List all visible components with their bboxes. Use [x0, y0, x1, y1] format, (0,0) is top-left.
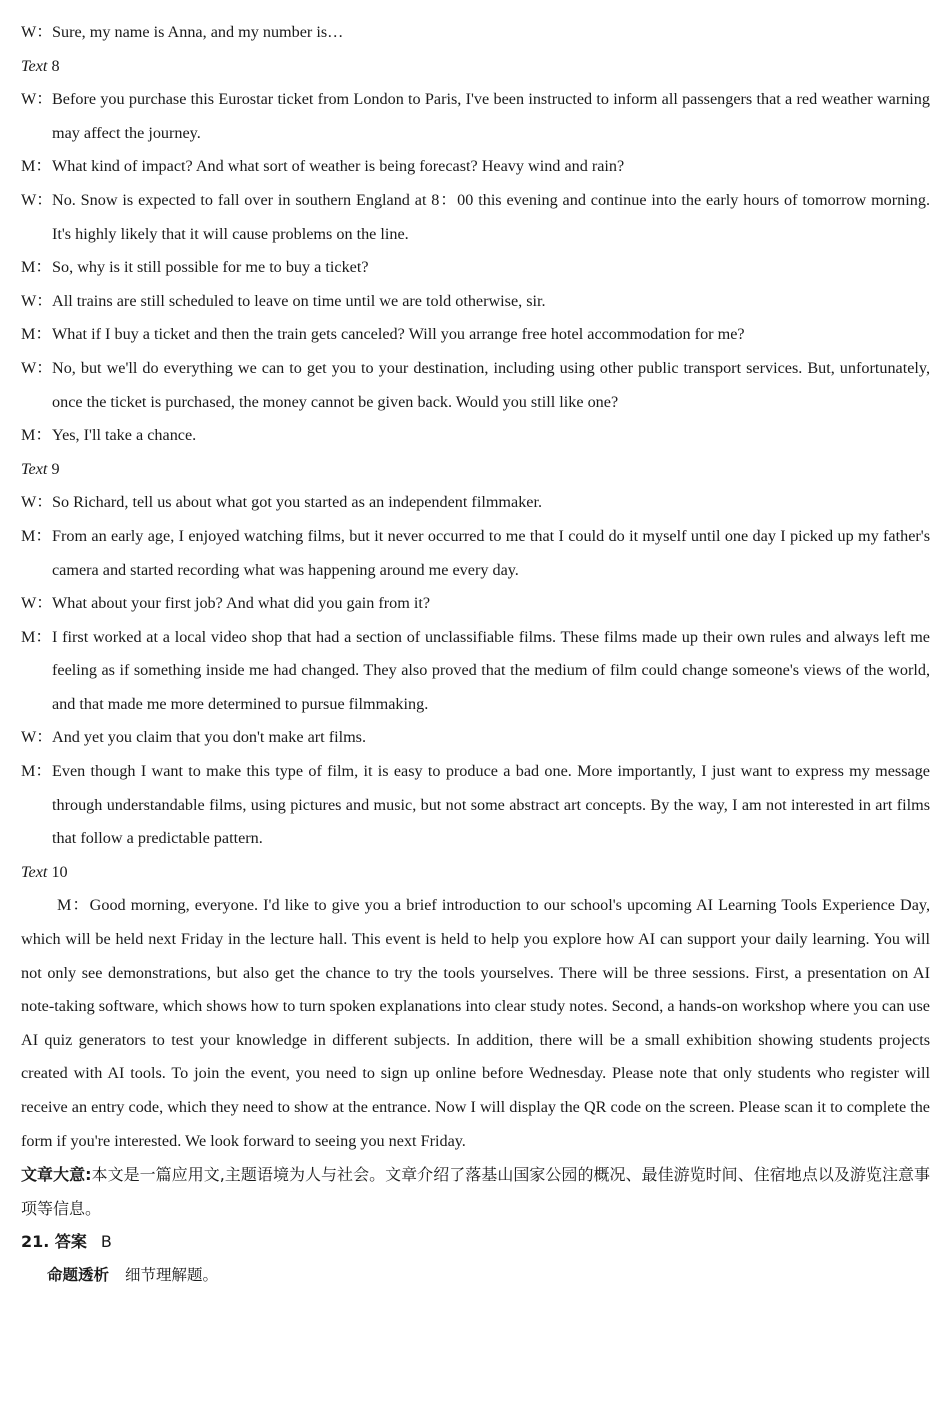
speaker-label: M： [21, 627, 52, 646]
dialogue-line [21, 621, 930, 722]
monologue-paragraph: M：Good morning, everyone. I'd like to give you a brief introduction to our school's upcoming AI Learning Tools Experience Day, which will be held next Friday in the lecture hall. This event is held to help you explore how AI can support your daily learning. You will not only see demonstrations, but also get the chance to try the tools yourselves. There will be three sessions. First, a presentation on AI note-taking software, which shows how to turn spoken explanations into clear study notes. Second, a hands-on workshop where you can use AI quiz generators to test your knowledge in different subjects. In addition, there will be a small exhibition showing students projects created with AI tools. To join the event, you need to sign up online before Wednesday. Please note that only students who register will receive an entry code, which they need to show at the entrance. Now I will display the QR code on the screen. Please scan it to complete the form if you're interested. We look forward to seeing you next Friday. [21, 896, 930, 1150]
dialogue-text: What about your first job? And what did you gain from it? [52, 594, 431, 613]
speaker-label: M： [21, 426, 52, 445]
speaker-label: W： [21, 493, 53, 512]
dialogue-line [21, 318, 930, 352]
answer-line [21, 1225, 930, 1259]
dialogue-line [21, 755, 930, 856]
text-heading [21, 856, 930, 890]
speaker-label: W： [21, 728, 53, 747]
speaker-label: W： [21, 23, 53, 41]
dialogue-line [21, 587, 930, 621]
speaker-label: M： [21, 258, 52, 277]
speaker-label: M： [21, 325, 52, 344]
speaker-label: M： [21, 526, 52, 545]
text-heading-number: 9 [47, 459, 60, 478]
dialogue-text: So, why is it still possible for me to buy a ticket? [52, 258, 369, 277]
summary-text: 本文是一篇应用文,主题语境为人与社会。文章介绍了落基山国家公园的概况、最佳游览时间、住宿地点以及游览注意事项等信息。 [21, 1165, 930, 1218]
speaker-label: W： [21, 594, 53, 613]
dialogue-text: Even though I want to make this type of film, it is easy to produce a bad one. More importantly, I just want to express my message through understandable films, using pictures and music, but not some abstract art concepts. By the way, I am not interested in art films that follow a predictable pattern. [52, 762, 930, 848]
dialogue-text: So Richard, tell us about what got you started as an independent filmmaker. [52, 493, 543, 512]
dialogue-line [21, 520, 930, 587]
dialogue-text: Yes, I'll take a chance. [52, 426, 197, 445]
dialogue-line [21, 184, 930, 251]
dialogue-line [21, 150, 930, 184]
dialogue-text: All trains are still scheduled to leave on time until we are told otherwise, sir. [52, 291, 546, 310]
dialogue-text: And yet you claim that you don't make art films. [52, 728, 367, 747]
speaker-label: W： [21, 358, 53, 377]
dialogue-text: From an early age, I enjoyed watching films, but it never occurred to me that I could do it myself until one day I picked up my father's camera and started recording what was happening around me every day. [52, 526, 930, 579]
analysis-label: 命题透析 [47, 1265, 110, 1284]
speaker-label: M： [21, 157, 52, 176]
dialogue-text: Sure, my name is Anna, and my number is… [52, 23, 344, 41]
text-heading [21, 50, 930, 84]
speaker-label: W： [21, 291, 53, 310]
dialogue-line [21, 352, 930, 419]
text-heading-label: Text [21, 862, 48, 881]
dialogue-line [21, 16, 930, 50]
speaker-label: W： [21, 190, 53, 209]
dialogue-text: Before you purchase this Eurostar ticket from London to Paris, I've been instructed to inform all passengers that a red weather warning may affect the journey. [52, 90, 930, 142]
answer-letter: B [100, 1232, 112, 1252]
answer-label: 21. 答案 [21, 1232, 87, 1252]
dialogue-line [21, 721, 930, 755]
dialogue-text: I first worked at a local video shop that had a section of unclassifiable films. These films made up their own rules and always left me feeling as if something inside me had changed. They also proved that the medium of film could change someone's views of the world, and that made me more determined to pursue filmmaking. [52, 627, 930, 713]
summary-label: 文章大意: [21, 1165, 92, 1185]
dialogue-text: No. Snow is expected to fall over in southern England at 8：00 this evening and continue into the early hours of tomorrow morning. It's highly likely that it will cause problems on the line. [52, 190, 930, 243]
dialogue-line [21, 83, 930, 150]
dialogue-text: What if I buy a ticket and then the train gets canceled? Will you arrange free hotel accommodation for me? [52, 325, 745, 344]
dialogue-line [21, 486, 930, 520]
dialogue-line [21, 285, 930, 319]
speaker-label: W： [21, 90, 53, 109]
document-page [21, 23, 930, 1293]
dialogue-line [21, 419, 930, 453]
text-heading [21, 453, 930, 487]
speaker-label: M： [21, 762, 52, 781]
dialogue-text: No, but we'll do everything we can to get you to your destination, including using other public transport services. But, unfortunately, once the ticket is purchased, the money cannot be given back. Would you still like one? [52, 358, 930, 411]
analysis-text: 细节理解题。 [125, 1265, 219, 1284]
text-heading-label: Text [21, 459, 48, 478]
analysis-line [21, 1259, 930, 1293]
text-heading-number: 10 [47, 862, 68, 881]
text-heading-label: Text [21, 56, 48, 75]
article-summary [21, 1158, 930, 1225]
dialogue-line [21, 251, 930, 285]
text-heading-number: 8 [47, 56, 60, 75]
dialogue-text: What kind of impact? And what sort of weather is being forecast? Heavy wind and rain? [52, 157, 625, 176]
